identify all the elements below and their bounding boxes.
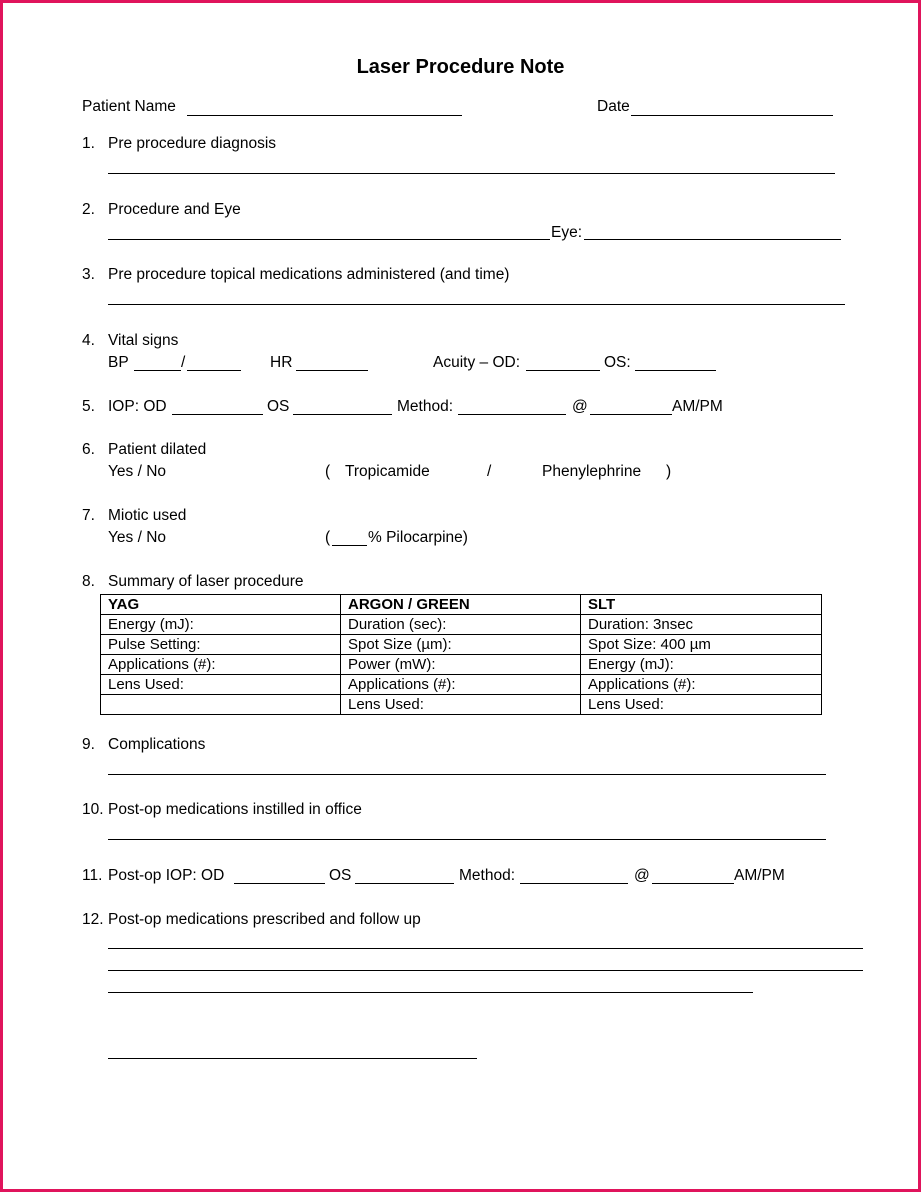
open-paren: ( bbox=[325, 529, 331, 546]
table-cell[interactable]: Lens Used: bbox=[341, 695, 581, 715]
item-number: 4. bbox=[82, 332, 95, 349]
table-row bbox=[101, 695, 822, 715]
postop-meds-office-field[interactable] bbox=[108, 839, 826, 840]
option-separator: / bbox=[487, 463, 492, 480]
patient-name-label: Patient Name bbox=[82, 98, 176, 115]
miotic-used-label: Miotic used bbox=[108, 507, 187, 524]
table-cell[interactable]: Applications (#): bbox=[341, 675, 581, 695]
item-number: 12. bbox=[82, 911, 104, 928]
iop-os-label: OS bbox=[267, 398, 290, 415]
iop-at-label: @ bbox=[572, 398, 588, 415]
postop-iop-od-field[interactable] bbox=[234, 883, 325, 884]
acuity-od-label: Acuity – OD: bbox=[433, 354, 520, 371]
table-cell[interactable]: Duration: 3nsec bbox=[581, 615, 822, 635]
procedure-and-eye-label: Procedure and Eye bbox=[108, 201, 241, 218]
pre-procedure-diagnosis-field[interactable] bbox=[108, 173, 835, 174]
complications-field[interactable] bbox=[108, 774, 826, 775]
postop-iop-method-label: Method: bbox=[459, 867, 516, 884]
page-title: Laser Procedure Note bbox=[356, 56, 565, 78]
item-number: 7. bbox=[82, 507, 95, 524]
postop-iop-time-field[interactable] bbox=[652, 883, 734, 884]
phenylephrine-option[interactable]: Phenylephrine bbox=[542, 463, 642, 480]
iop-od-field[interactable] bbox=[172, 414, 263, 415]
table-cell[interactable]: Energy (mJ): bbox=[581, 655, 822, 675]
table-cell[interactable]: Spot Size: 400 µm bbox=[581, 635, 822, 655]
topical-medications-field[interactable] bbox=[108, 304, 845, 305]
acuity-os-label: OS: bbox=[604, 354, 631, 371]
pre-procedure-diagnosis-label: Pre procedure diagnosis bbox=[108, 135, 277, 152]
table-cell[interactable]: Applications (#): bbox=[101, 655, 341, 675]
postop-iop-method-field[interactable] bbox=[520, 883, 628, 884]
patient-name-field[interactable] bbox=[187, 115, 462, 116]
iop-os-field[interactable] bbox=[293, 414, 392, 415]
item-number: 8. bbox=[82, 573, 95, 590]
close-paren: ) bbox=[666, 463, 672, 480]
complications-label: Complications bbox=[108, 736, 206, 753]
patient-dilated-label: Patient dilated bbox=[108, 441, 207, 458]
item-number: 6. bbox=[82, 441, 95, 458]
table-row bbox=[101, 675, 822, 695]
postop-iop-at-label: @ bbox=[634, 867, 650, 884]
open-paren: ( bbox=[325, 463, 331, 480]
table-row bbox=[101, 615, 822, 635]
item-number: 1. bbox=[82, 135, 95, 152]
laser-summary-table bbox=[100, 594, 822, 715]
item-number: 9. bbox=[82, 736, 95, 753]
miotic-yes-no-option[interactable]: Yes / No bbox=[108, 529, 167, 546]
table-row bbox=[101, 635, 822, 655]
postop-iop-ampm-label: AM/PM bbox=[734, 867, 785, 884]
bp-label: BP bbox=[108, 354, 129, 371]
table-cell[interactable]: Power (mW): bbox=[341, 655, 581, 675]
tropicamide-option[interactable]: Tropicamide bbox=[345, 463, 430, 480]
laser-summary-label: Summary of laser procedure bbox=[108, 573, 304, 590]
acuity-od-field[interactable] bbox=[526, 370, 600, 371]
table-cell[interactable]: Lens Used: bbox=[581, 695, 822, 715]
item-number: 3. bbox=[82, 266, 95, 283]
column-header-argon-green: ARGON / GREEN bbox=[341, 595, 581, 615]
postop-iop-os-label: OS bbox=[329, 867, 352, 884]
date-label: Date bbox=[597, 98, 630, 115]
pilocarpine-label: % Pilocarpine) bbox=[368, 529, 468, 546]
eye-field[interactable] bbox=[584, 239, 841, 240]
bp-separator: / bbox=[181, 354, 186, 371]
item-number: 5. bbox=[82, 398, 95, 415]
bp-diastolic-field[interactable] bbox=[187, 370, 241, 371]
item-number: 10. bbox=[82, 801, 104, 818]
item-number: 2. bbox=[82, 201, 95, 218]
table-cell[interactable]: Applications (#): bbox=[581, 675, 822, 695]
date-field[interactable] bbox=[631, 115, 833, 116]
bp-systolic-field[interactable] bbox=[134, 370, 181, 371]
acuity-os-field[interactable] bbox=[635, 370, 716, 371]
hr-label: HR bbox=[270, 354, 293, 371]
dilated-yes-no-option[interactable]: Yes / No bbox=[108, 463, 167, 480]
table-cell[interactable] bbox=[101, 695, 341, 715]
postop-meds-prescribed-field-1[interactable] bbox=[108, 948, 863, 949]
postop-meds-prescribed-label: Post-op medications prescribed and follow up bbox=[108, 911, 421, 928]
iop-ampm-label: AM/PM bbox=[672, 398, 723, 415]
item-number: 11. bbox=[82, 867, 103, 884]
column-header-yag: YAG bbox=[101, 595, 341, 615]
iop-time-field[interactable] bbox=[590, 414, 672, 415]
iop-od-label: IOP: OD bbox=[108, 398, 167, 415]
table-cell[interactable]: Energy (mJ): bbox=[101, 615, 341, 635]
table-cell[interactable]: Pulse Setting: bbox=[101, 635, 341, 655]
table-header-row bbox=[101, 595, 822, 615]
postop-meds-office-label: Post-op medications instilled in office bbox=[108, 801, 362, 818]
postop-iop-os-field[interactable] bbox=[355, 883, 454, 884]
table-cell[interactable]: Duration (sec): bbox=[341, 615, 581, 635]
column-header-slt: SLT bbox=[581, 595, 822, 615]
topical-medications-label: Pre procedure topical medications administered (and time) bbox=[108, 266, 510, 283]
postop-meds-prescribed-field-2[interactable] bbox=[108, 970, 863, 971]
postop-iop-od-label: Post-op IOP: OD bbox=[108, 867, 225, 884]
procedure-field[interactable] bbox=[108, 239, 550, 240]
hr-field[interactable] bbox=[296, 370, 368, 371]
table-row bbox=[101, 655, 822, 675]
iop-method-field[interactable] bbox=[458, 414, 566, 415]
pilocarpine-percent-field[interactable] bbox=[332, 545, 367, 546]
eye-label: Eye: bbox=[551, 224, 583, 241]
iop-method-label: Method: bbox=[397, 398, 454, 415]
postop-meds-prescribed-field-3[interactable] bbox=[108, 992, 753, 993]
signature-line[interactable] bbox=[108, 1058, 477, 1059]
table-cell[interactable]: Spot Size (µm): bbox=[341, 635, 581, 655]
table-cell[interactable]: Lens Used: bbox=[101, 675, 341, 695]
vital-signs-label: Vital signs bbox=[108, 332, 179, 349]
